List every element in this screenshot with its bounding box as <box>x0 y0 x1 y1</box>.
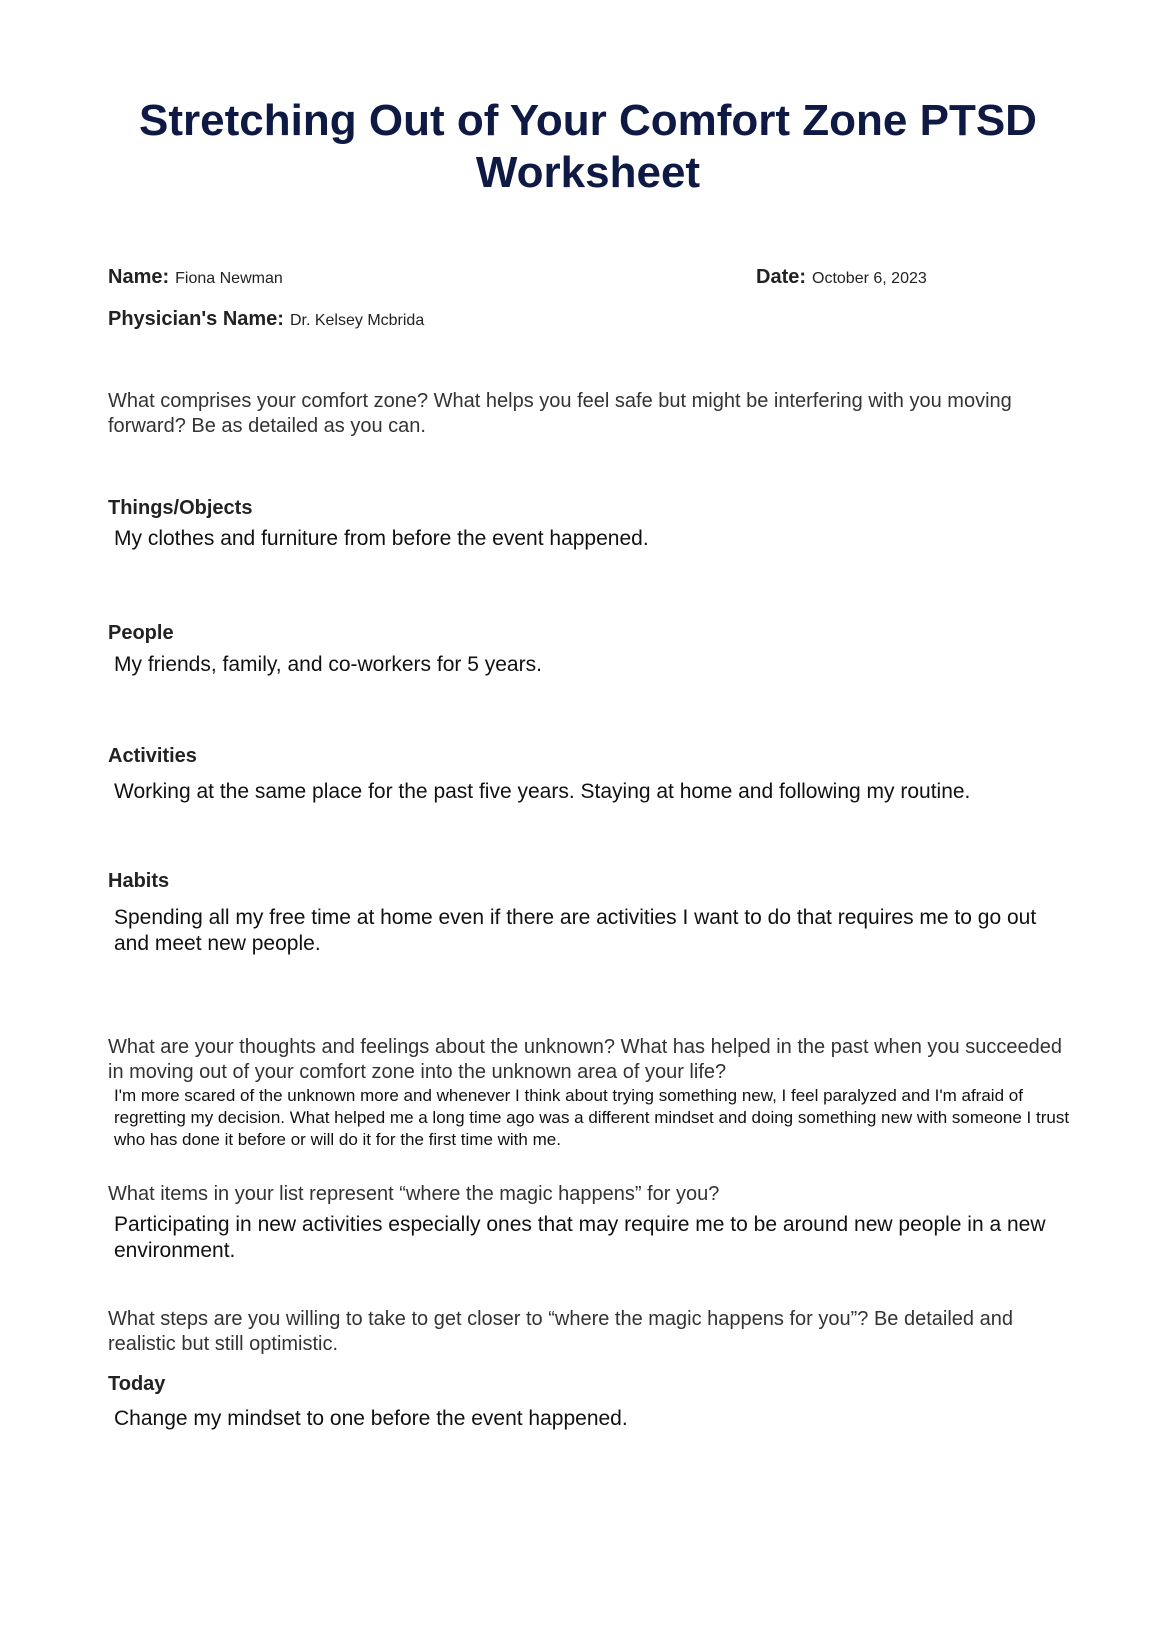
name-label: Name: <box>108 266 170 288</box>
answer-magic: Participating in new activities especially ones that may require me to be around new people in a new environment. <box>114 1213 1046 1262</box>
question-unknown: What are your thoughts and feelings about the unknown? What has helped in the past when you succeeded in moving out of your comfort zone into the unknown area of your life? <box>108 1036 1062 1083</box>
question-comfort-zone: What comprises your comfort zone? What helps you feel safe but might be interfering with you moving forward? Be as detailed as you can. <box>108 390 1012 437</box>
date-label: Date: <box>756 266 807 288</box>
section-heading: Things/Objects <box>108 497 253 519</box>
section-heading: People <box>108 622 174 644</box>
answer-unknown: I'm more scared of the unknown more and whenever I think about trying something new, I feel paralyzed and I'm afraid of regretting my decision. What helped me a long time ago was a different mindset and doing something new with someone I trust who has done it before or will do it for the first time with me. <box>114 1086 1070 1149</box>
date-field <box>756 266 927 289</box>
physician-field <box>108 308 424 331</box>
today-heading: Today <box>108 1373 166 1395</box>
section-answer: My clothes and furniture from before the event happened. <box>114 527 649 550</box>
section-answer: Spending all my free time at home even if there are activities I want to do that requires me to go out and meet new people. <box>114 906 1037 955</box>
today-answer: Change my mindset to one before the event happened. <box>114 1407 628 1430</box>
page-title: Stretching Out of Your Comfort Zone PTSD Worksheet <box>139 96 1037 197</box>
date-value: October 6, 2023 <box>812 270 927 287</box>
section-answer: My friends, family, and co-workers for 5 years. <box>114 653 542 676</box>
section-heading: Habits <box>108 870 170 892</box>
name-value: Fiona Newman <box>175 270 283 287</box>
physician-label: Physician's Name: <box>108 308 284 330</box>
section-answer: Working at the same place for the past five years. Staying at home and following my routine. <box>114 780 971 803</box>
name-field <box>108 266 283 289</box>
question-magic: What items in your list represent “where the magic happens” for you? <box>108 1183 720 1205</box>
physician-value: Dr. Kelsey Mcbrida <box>289 312 425 329</box>
section-heading: Activities <box>108 745 197 767</box>
question-steps: What steps are you willing to take to get closer to “where the magic happens for you”? Be detailed and realistic but still optimistic. <box>108 1308 1013 1355</box>
